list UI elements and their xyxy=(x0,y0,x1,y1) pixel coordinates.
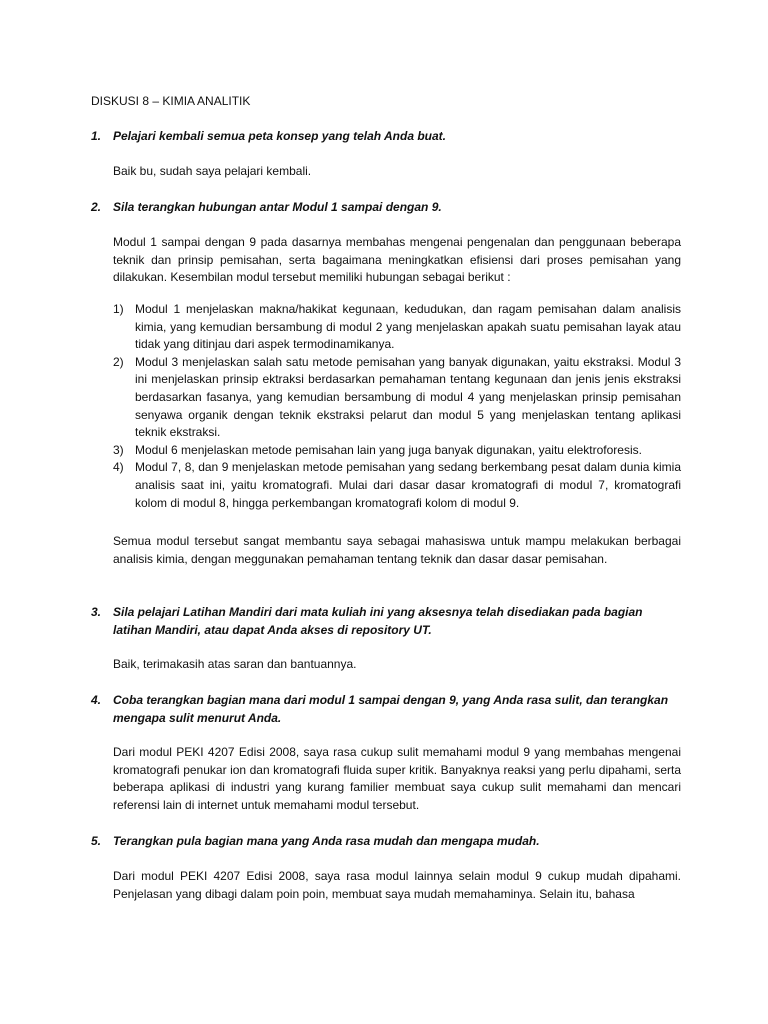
question-1 xyxy=(91,128,681,146)
question-text: Terangkan pula bagian mana yang Anda rasa mudah dan mengapa mudah. xyxy=(113,834,540,848)
answer-5: Dari modul PEKI 4207 Edisi 2008, saya rasa modul lainnya selain modul 9 cukup mudah dipahami. Penjelasan yang dibagi dalam poin poin, membuat saya mudah memahaminya. Selain itu, bahasa xyxy=(113,869,681,901)
list-item-text: Modul 1 menjelaskan makna/hakikat kegunaan, kedudukan, dan ragam pemisahan dalam analisis kimia, yang kemudian bersambung di modul 2 yang menjelaskan apakah suatu pemisahan layak atau tidak yang ditinjau dari aspek termodinamikanya. xyxy=(135,302,681,352)
question-text: Coba terangkan bagian mana dari modul 1 sampai dengan 9, yang Anda rasa sulit, dan terangkan mengapa sulit menurut Anda. xyxy=(113,693,669,725)
question-number: 3. xyxy=(91,605,102,619)
answer-2-outro: Semua modul tersebut sangat membantu saya sebagai mahasiswa untuk mampu melakukan berbagai analisis kimia, dengan meggunakan pemahaman tentang teknik dan dasar dasar pemisahan. xyxy=(113,534,681,566)
question-3 xyxy=(91,604,681,639)
answer-1: Baik bu, sudah saya pelajari kembali. xyxy=(113,164,312,178)
module-relation-list xyxy=(113,301,681,512)
document-title: DISKUSI 8 – KIMIA ANALITIK xyxy=(91,94,251,108)
question-number: 5. xyxy=(91,834,102,848)
question-number: 1. xyxy=(91,129,102,143)
answer-3: Baik, terimakasih atas saran dan bantuannya. xyxy=(113,657,357,671)
list-item-text: Modul 7, 8, dan 9 menjelaskan metode pemisahan yang sedang berkembang pesat dalam dunia kimia analisis saat ini, yaitu kromatografi. Mulai dari dasar dasar kromatografi di modul 7, kromatografi kolom di modul 8, hingga perkembangan kromatografi kolom di modul 9. xyxy=(135,460,681,510)
question-number: 2. xyxy=(91,200,102,214)
question-4 xyxy=(91,692,681,727)
list-marker: 1) xyxy=(113,302,124,316)
list-marker: 4) xyxy=(113,460,124,475)
list-item-text: Modul 3 menjelaskan salah satu metode pemisahan yang banyak digunakan, yaitu ekstraksi. Modul 3 ini menjelaskan prinsip ektraksi berdasarkan pemahaman tentang kegunaan dan jenis jenis ekstraksi berdasarkan fasanya, yang kemudian bersambung di modul 4 yang menjelaskan prinsip pemisahan senyawa organik dengan teknik ekstraksi pelarut dan modul 5 yang menjelaskan tentang aplikasi teknik ekstraksi. xyxy=(135,354,681,440)
question-text: Sila terangkan hubungan antar Modul 1 sampai dengan 9. xyxy=(113,200,442,214)
question-text: Pelajari kembali semua peta konsep yang telah Anda buat. xyxy=(113,129,446,143)
list-item xyxy=(113,442,681,460)
question-text: Sila pelajari Latihan Mandiri dari mata kuliah ini yang aksesnya telah disediakan pada bagian latihan Mandiri, atau dapat Anda akses di repository UT. xyxy=(113,605,643,637)
question-2 xyxy=(91,199,681,217)
answer-4: Dari modul PEKI 4207 Edisi 2008, saya rasa cukup sulit memahami modul 9 yang membahas mengenai kromatografi penukar ion dan kromatografi fluida super kritik. Banyaknya reaksi yang perlu dipahami, serta beberapa aplikasi di industri yang kurang familier membuat saya cukup sulit memahami dan mencari referensi lain di internet untuk memahami modul tersebut. xyxy=(113,745,681,812)
list-item-text: Modul 6 menjelaskan metode pemisahan lain yang juga banyak digunakan, yaitu elektroforesis. xyxy=(135,442,642,457)
list-item xyxy=(113,459,681,512)
list-item xyxy=(113,301,681,354)
question-5 xyxy=(91,833,681,851)
list-item xyxy=(113,354,681,442)
list-marker: 3) xyxy=(113,442,124,457)
answer-2-intro: Modul 1 sampai dengan 9 pada dasarnya membahas mengenai pengenalan dan penggunaan beberapa teknik dan prinsip pemisahan, serta bagaimana meningkatkan efisiensi dari proses pemisahan yang dilakukan. Kesembilan modul tersebut memiliki hubungan sebagai berikut : xyxy=(113,235,681,285)
list-marker: 2) xyxy=(113,354,124,369)
question-number: 4. xyxy=(91,693,102,707)
